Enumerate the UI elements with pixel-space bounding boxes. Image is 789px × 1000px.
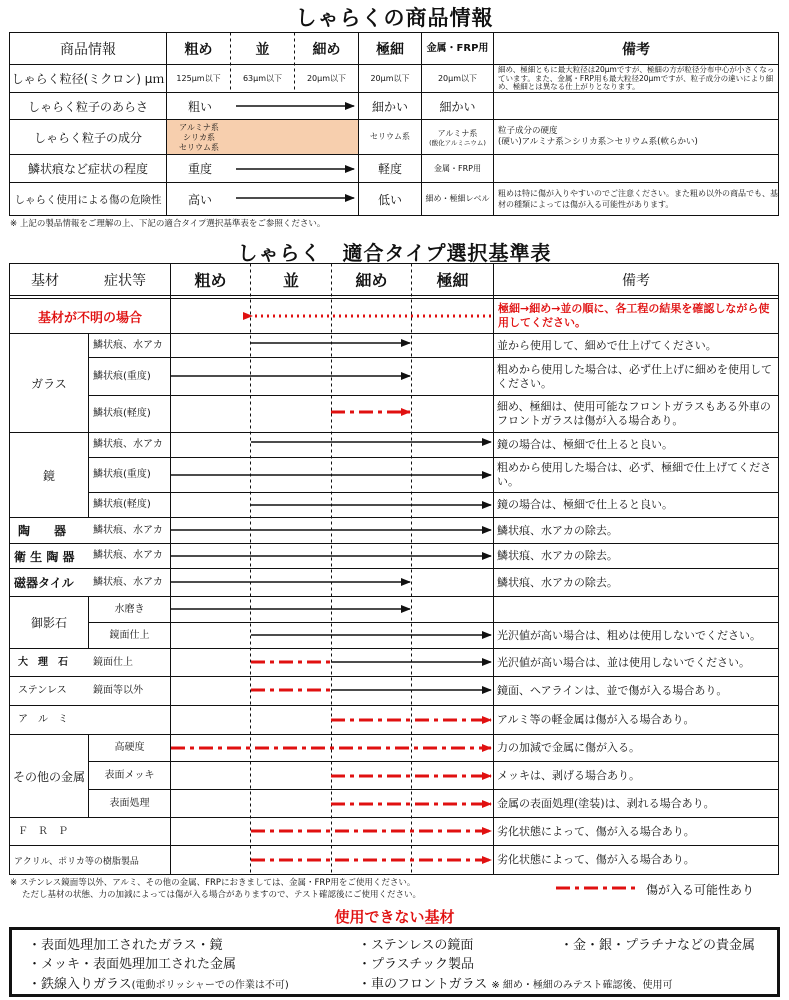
t1-grain-extrafine: 20μm以下 xyxy=(370,73,410,83)
t2-row-remark: 力の加減で金属に傷が入る。 xyxy=(497,741,640,754)
t2-row-remark: 粗めから使用した場合は、必ず、極細で仕上げてください。 xyxy=(497,461,772,488)
t2-unknown-remark: 極細→細め→並の順に、各工程の結果を確認しながら使用してください。 xyxy=(498,302,770,329)
t1-header-extrafine: 極細 xyxy=(376,41,404,58)
t2-row-remark: 劣化状態によって、傷が入る場合あり。 xyxy=(497,853,695,866)
t1-symptom-left: 重度 xyxy=(187,162,212,176)
t1-roughness-metal: 細かい xyxy=(439,99,476,114)
t1-row-symptom-label: 鱗状痕など症状の程度 xyxy=(27,162,148,176)
t1-header-medium: 並 xyxy=(255,41,270,58)
t2-row-symptom: 表面メッキ xyxy=(104,769,155,781)
t2-row-symptom: 鱗状痕(重度) xyxy=(93,469,151,480)
t1-row-component-label: しゃらく粒子の成分 xyxy=(33,130,142,145)
t2-row-remark: 劣化状態によって、傷が入る場合あり。 xyxy=(497,824,695,838)
unusable-item: ・金・銀・プラチナなどの貴金属 xyxy=(560,938,756,953)
t1-header-info: 商品情報 xyxy=(60,41,116,58)
t2-row-symptom: 表面処理 xyxy=(109,797,150,809)
metal-alumina-note: (酸化アルミニウム) xyxy=(429,138,486,147)
t2-header-extrafine: 極細 xyxy=(436,271,469,290)
component-cerium: セリウム系 xyxy=(179,142,219,152)
t1-risk-left: 高い xyxy=(187,192,212,207)
metal-alumina: アルミナ系 xyxy=(437,128,478,138)
t1-row-grain-size-label: しゃらく粒径(ミクロン) μｍ xyxy=(11,72,165,86)
t1-risk-metal: 細め・極細レベル xyxy=(425,194,490,203)
t2-row-base: ステンレス xyxy=(18,685,67,696)
t1-grain-coarse: 125μm以下 xyxy=(176,73,221,83)
t2-row-remark: 鱗状痕、水アカの除去。 xyxy=(497,549,618,562)
t2-row-remark: 金属の表面処理(塗装)は、剥れる場合あり。 xyxy=(497,796,715,810)
t1-grain-fine: 20μm以下 xyxy=(306,73,347,83)
t2-row-remark: 鏡の場合は、極細で仕上ると良い。 xyxy=(497,438,673,451)
t2-row-base: ア ル ミ xyxy=(18,714,68,725)
unusable-item xyxy=(28,973,289,992)
t1-grain-medium: 63μm以下 xyxy=(242,73,283,83)
t2-row-symptom: 水磨き xyxy=(114,603,145,615)
t2-row-base: Ｆ Ｒ Ｐ xyxy=(18,825,68,837)
unusable-item xyxy=(358,973,673,992)
t2-row-remark: 鏡面、ヘアラインは、並で傷が入る場合あり。 xyxy=(497,684,728,697)
t1-row-roughness-label: しゃらく粒子のあらさ xyxy=(27,99,148,114)
t2-header-base: 基材 xyxy=(31,272,59,289)
t2-row-base: アクリル、ポリカ等の樹脂製品 xyxy=(14,856,139,867)
t2-header-medium: 並 xyxy=(282,271,299,290)
product-info-title: しゃらくの商品情報 xyxy=(295,6,494,30)
t1-header-coarse: 粗め xyxy=(184,41,213,58)
t2-row-symptom: 鱗状痕、水アカ xyxy=(93,550,163,561)
unusable-item: ・メッキ・表面処理加工された金属 xyxy=(28,957,237,972)
t2-row-remark: 鱗状痕、水アカの除去。 xyxy=(497,523,618,537)
t2-row-base: 陶 器 xyxy=(18,524,67,538)
t2-group-glass: ガラス xyxy=(31,376,67,391)
t1-component-metal xyxy=(422,121,493,154)
t2-row-remark: 粗めから使用した場合は、必ず仕上げに細めを使用してください。 xyxy=(497,362,772,390)
t1-row-risk-label: しゃらく使用による傷の危険性 xyxy=(14,193,162,206)
t1-component-right: セリウム系 xyxy=(370,132,410,141)
t1-component-left xyxy=(170,121,228,154)
unusable-item: ・表面処理加工されたガラス・鏡 xyxy=(28,938,223,953)
t2-row-remark: 鏡の場合は、極細で仕上ると良い。 xyxy=(497,498,673,511)
t2-row-remark: 鱗状痕、水アカの除去。 xyxy=(497,575,618,589)
legend-label: 傷が入る可能性あり xyxy=(646,883,755,897)
t2-row-base: 衛 生 陶 器 xyxy=(14,549,75,564)
t2-row-symptom: 鏡面仕上 xyxy=(109,629,150,641)
t1-risk-right: 低い xyxy=(377,192,402,207)
t2-footnote-2: ただし基材の状態、力の加減によっては傷が入る場合がありますので、テスト確認後にご使用ください。 xyxy=(22,890,421,900)
unusable-title: 使用できない基材 xyxy=(334,908,455,926)
t2-header-remarks: 備考 xyxy=(622,272,650,289)
selection-title: しゃらく 適合タイプ選択基準表 xyxy=(237,241,552,265)
t2-group-stone: 御影石 xyxy=(30,616,67,630)
t2-row-symptom: 鱗状痕、水アカ xyxy=(93,576,163,588)
component-silica: シリカ系 xyxy=(183,132,215,142)
t2-row-remark: 細め、極細は、使用可能なフロントガラスもある外車のフロントガラスは傷が入る場合あり。 xyxy=(497,400,771,427)
unusable-item: ・プラスチック製品 xyxy=(358,957,474,972)
component-alumina: アルミナ系 xyxy=(179,122,219,132)
t1-symptom-metal: 金属・FRP用 xyxy=(434,163,481,173)
t2-row-base: 磁器タイル xyxy=(14,576,74,590)
t2-header-coarse: 粗め xyxy=(194,271,227,290)
t2-row-symptom: 鱗状痕(重度) xyxy=(93,370,151,382)
t2-row-remark: 光沢値が高い場合は、粗めは使用しないでください。 xyxy=(497,628,761,642)
unusable-item-note: ※ 細め・極細のみテスト確認後、使用可 xyxy=(491,980,673,991)
t2-group-mirror: 鏡 xyxy=(42,468,55,483)
t2-row-remark: メッキは、剥げる場合あり。 xyxy=(497,768,640,782)
t1-footnote: ※ 上記の製品情報をご理解の上、下記の適合タイプ選択基準表をご参照ください。 xyxy=(10,219,326,229)
t2-header-fine: 細め xyxy=(355,271,388,290)
unusable-item-note: (電動ポリッシャーでの作業は不可) xyxy=(131,980,289,991)
t1-symptom-right: 軽度 xyxy=(377,162,402,176)
t1-roughness-right: 細かい xyxy=(371,99,408,114)
t2-row-remark: 光沢値が高い場合は、並は使用しないでください。 xyxy=(497,655,750,669)
unusable-item: ・ステンレスの鏡面 xyxy=(358,938,474,953)
t1-header-fine: 細め xyxy=(312,41,341,58)
t2-row-remark: 並から使用して、細めで仕上げてください。 xyxy=(497,338,717,352)
t2-row-symptom: 鱗状痕、水アカ xyxy=(93,339,163,351)
t2-row-symptom: 鱗状痕(軽度) xyxy=(93,408,151,419)
t1-roughness-left: 粗い xyxy=(187,99,212,114)
t2-row-symptom: 鱗状痕、水アカ xyxy=(93,524,163,536)
t2-row-symptom: 高硬度 xyxy=(114,742,145,753)
t1-risk-remark: 粗めは特に傷が入りやすいのでご注意ください。また粗め以外の商品でも、基材の種類によっては傷が入る可能性があります。 xyxy=(498,189,778,209)
t2-row-base: 大 理 石 xyxy=(18,656,68,668)
t1-header-remarks: 備考 xyxy=(622,41,650,58)
unusable-item-text: ・車のフロントガラス xyxy=(358,977,488,992)
t2-row-symptom: 鱗状痕(軽度) xyxy=(93,499,151,510)
t2-group-other-metal: その他の金属 xyxy=(12,769,85,784)
t2-row-symptom: 鱗状痕、水アカ xyxy=(93,439,163,450)
t1-grain-remark: 細め、極細ともに最大粒径は20μmですが、極細の方が粒径分布中心が小さくなっています。また、金属・FRP用も最大粒径20μmですが、粒子成分の違いにより細め、極細とは異なる仕上がりとなります。 xyxy=(498,65,775,92)
t2-row-remark: アルミ等の軽金属は傷が入る場合あり。 xyxy=(497,713,695,726)
t2-footnote-1: ※ ステンレス鏡面等以外、アルミ、その他の金属、FRPにおきましては、金属・FRP用をご使用ください。 xyxy=(10,878,416,888)
unusable-item-text: ・鉄線入りガラス xyxy=(28,977,132,992)
t2-unknown-label: 基材が不明の場合 xyxy=(37,310,142,326)
t2-header-symptom: 症状等 xyxy=(104,272,146,289)
t1-header-metal: 金属・FRP用 xyxy=(426,42,489,54)
t1-grain-metal: 20μm以下 xyxy=(437,73,478,83)
t2-row-symptom: 鏡面仕上 xyxy=(93,656,133,668)
t1-component-remark: 粒子成分の硬度 (硬い)アルミナ系＞シリカ系＞セリウム系(軟らかい) xyxy=(498,126,698,147)
t2-row-symptom: 鏡面等以外 xyxy=(93,685,143,696)
